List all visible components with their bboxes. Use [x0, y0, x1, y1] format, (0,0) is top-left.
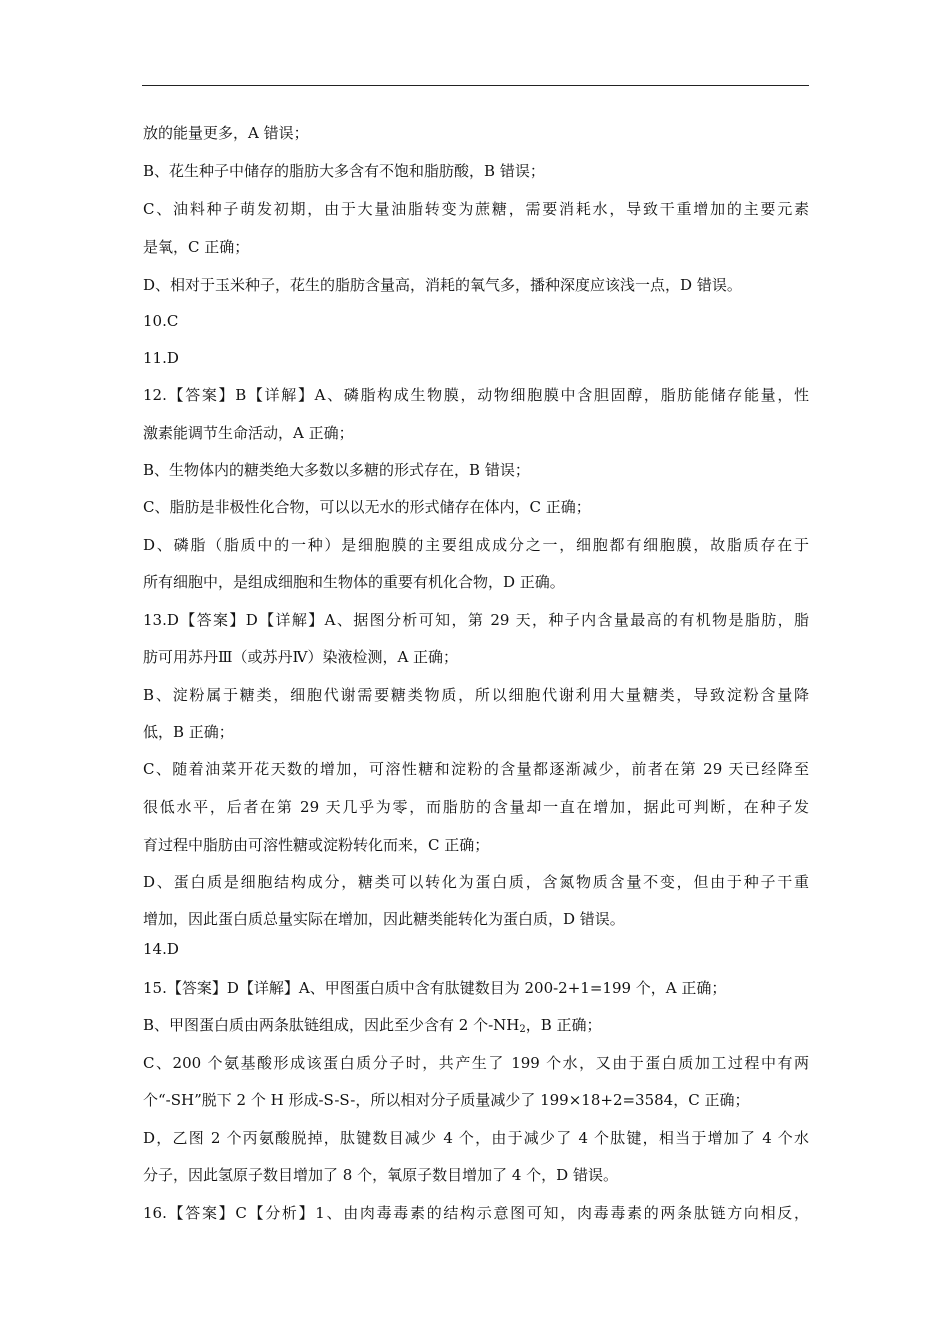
text-line: C、脂肪是非极性化合物，可以以无水的形式储存在体内，C 正确； — [143, 498, 591, 516]
text-line: D、磷脂（脂质中的一种）是细胞膜的主要组成成分之一，细胞都有细胞膜，故脂质存在于 — [143, 536, 809, 554]
text-line: 低，B 正确； — [143, 723, 234, 741]
text-line: B、淀粉属于糖类，细胞代谢需要糖类物质，所以细胞代谢利用大量糖类，导致淀粉含量降 — [143, 686, 809, 704]
answer-11: 11.D — [143, 349, 179, 367]
text-line: 激素能调节生命活动，A 正确； — [143, 424, 354, 442]
answer-10: 10.C — [143, 312, 179, 330]
answer-13: 13.D【答案】D【详解】A、据图分析可知，第 29 天，种子内含量最高的有机物是脂肪，脂 — [143, 611, 809, 629]
text-segment: ，B 正确； — [525, 1016, 602, 1034]
text-line: C、200 个氨基酸形成该蛋白质分子时，共产生了 199 个水，又由于蛋白质加工过程中有两 — [143, 1054, 809, 1072]
answer-15: 15.【答案】D【详解】A、甲图蛋白质中含有肽键数目为 200-2+1=199 个，A 正确； — [143, 979, 727, 997]
text-line: D，乙图 2 个丙氨酸脱掉，肽键数目减少 4 个，由于减少了 4 个肽键，相当于增加了 4 个水 — [143, 1129, 809, 1147]
text-line: 育过程中脂肪由可溶性糖或淀粉转化而来，C 正确； — [143, 836, 490, 854]
subscript: 2 — [519, 1024, 526, 1035]
text-line — [143, 1015, 809, 1040]
answer-12: 12.【答案】B【详解】A、磷脂构成生物膜，动物细胞膜中含胆固醇，脂肪能储存能量，性 — [143, 386, 809, 404]
text-line: 肪可用苏丹Ⅲ（或苏丹Ⅳ）染液检测，A 正确； — [143, 648, 459, 666]
text-line: B、花生种子中储存的脂肪大多含有不饱和脂肪酸，B 错误； — [143, 162, 545, 180]
text-segment: B、甲图蛋白质由两条肽链组成，因此至少含有 2 个-NH — [143, 1016, 520, 1034]
text-line: C、油料种子萌发初期，由于大量油脂转变为蔗糖，需要消耗水，导致干重增加的主要元素 — [143, 200, 809, 218]
text-line: 所有细胞中，是组成细胞和生物体的重要有机化合物，D 正确。 — [143, 573, 565, 591]
text-line: 很低水平，后者在第 29 天几乎为零，而脂肪的含量却一直在增加，据此可判断，在种子发 — [143, 798, 809, 816]
text-line: B、生物体内的糖类绝大多数以多糖的形式存在，B 错误； — [143, 461, 530, 479]
text-line: 个“-SH”脱下 2 个 H 形成-S-S-，所以相对分子质量减少了 199×18+2=3584，C 正确； — [143, 1091, 750, 1109]
text-line: D、蛋白质是细胞结构成分，糖类可以转化为蛋白质，含氮物质含量不变，但由于种子干重 — [143, 873, 809, 891]
text-line: 是氧，C 正确； — [143, 238, 250, 256]
text-line: 放的能量更多，A 错误； — [143, 124, 309, 142]
text-line: D、相对于玉米种子，花生的脂肪含量高，消耗的氧气多，播种深度应该浅一点，D 错误。 — [143, 276, 742, 294]
header-rule — [142, 85, 809, 86]
answer-16: 16.【答案】C【分析】1、由肉毒毒素的结构示意图可知，肉毒毒素的两条肽链方向相反， — [143, 1204, 809, 1222]
text-line: 增加，因此蛋白质总量实际在增加，因此糖类能转化为蛋白质，D 错误。 — [143, 910, 625, 928]
text-line: C、随着油菜开花天数的增加，可溶性糖和淀粉的含量都逐渐减少，前者在第 29 天已经降至 — [143, 760, 809, 778]
answer-14: 14.D — [143, 940, 179, 958]
text-line: 分子，因此氢原子数目增加了 8 个，氧原子数目增加了 4 个，D 错误。 — [143, 1166, 618, 1184]
